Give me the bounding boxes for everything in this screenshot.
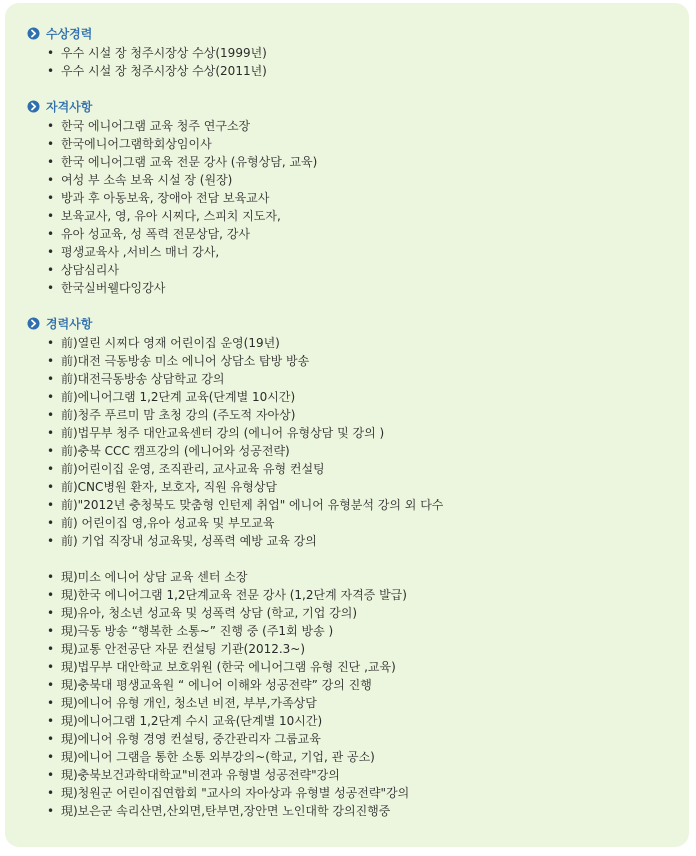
bullet: • — [47, 191, 55, 205]
bullet: • — [47, 408, 55, 422]
list-item-text: 방과 후 아동보육, 장애아 전담 보육교사 — [61, 191, 270, 205]
career-title: 경력사항 — [46, 316, 93, 331]
list-item — [27, 460, 679, 478]
bullet: • — [47, 768, 55, 782]
list-item — [27, 44, 679, 62]
list-item-text: 前)충북 CCC 캠프강의 (에니어와 성공전략) — [61, 444, 290, 458]
list-item — [27, 388, 679, 406]
list-item-text: 前)에니어그램 1,2단계 교육(단계별 10시간) — [61, 390, 296, 404]
career-present-list — [27, 568, 679, 820]
bullet: • — [47, 390, 55, 404]
list-item-text: 한국에니어그램학회상임이사 — [61, 137, 212, 151]
qualifications-title: 자격사항 — [46, 99, 93, 114]
bullet: • — [47, 624, 55, 638]
bullet: • — [47, 281, 55, 295]
list-item — [27, 586, 679, 604]
circle-arrow-right-icon — [27, 27, 40, 40]
list-item — [27, 352, 679, 370]
list-item-text: 우수 시설 장 청주시장상 수상(1999년) — [61, 46, 267, 60]
list-item — [27, 478, 679, 496]
list-item — [27, 766, 679, 784]
awards-header — [27, 24, 679, 42]
list-item-text: 現)교통 안전공단 자문 컨설팅 기관(2012.3~) — [61, 642, 306, 656]
list-item — [27, 171, 679, 189]
bullet: • — [47, 804, 55, 818]
list-item-text: 우수 시설 장 청주시장상 수상(2011년) — [61, 64, 267, 78]
list-item — [27, 622, 679, 640]
list-item-text: 한국 에니어그램 교육 청주 연구소장 — [61, 119, 251, 133]
list-item-text: 前)열린 시찌다 영재 어린이집 운영(19년) — [61, 336, 280, 350]
bullet: • — [47, 642, 55, 656]
bullet: • — [47, 462, 55, 476]
list-item-text: 평생교육사 ,서비스 매너 강사, — [61, 245, 220, 259]
bullet: • — [47, 227, 55, 241]
bullet: • — [47, 245, 55, 259]
bullet: • — [47, 209, 55, 223]
bullet: • — [47, 570, 55, 584]
bullet: • — [47, 534, 55, 548]
list-item — [27, 730, 679, 748]
list-item — [27, 676, 679, 694]
list-item-text: 前)대전 극동방송 미소 에니어 상담소 탐방 방송 — [61, 354, 310, 368]
list-item-text: 前)"2012년 충청북도 맞춤형 인턴제 취업" 에니어 유형분석 강의 외 다수 — [61, 498, 444, 512]
list-item — [27, 243, 679, 261]
list-item — [27, 261, 679, 279]
content-panel — [5, 3, 689, 847]
list-item-text: 前)대전극동방송 상담학교 강의 — [61, 372, 225, 386]
list-item-text: 前) 기업 직장내 성교육및, 성폭력 예방 교육 강의 — [61, 534, 317, 548]
list-item-text: 現)충북보건과학대학교"비젼과 유형별 성공전략"강의 — [61, 768, 340, 782]
list-item — [27, 62, 679, 80]
list-item-text: 現)극동 방송 “행복한 소통~” 진행 중 (주1회 방송 ) — [61, 624, 334, 638]
bullet: • — [47, 119, 55, 133]
bullet: • — [47, 588, 55, 602]
awards-title: 수상경력 — [46, 26, 93, 41]
circle-arrow-right-icon — [27, 317, 40, 330]
list-item — [27, 189, 679, 207]
list-item — [27, 514, 679, 532]
list-item-text: 유아 성교육, 성 폭력 전문상담, 강사 — [61, 227, 250, 241]
list-item-text: 한국실버웰다잉강사 — [61, 281, 166, 295]
list-item — [27, 532, 679, 550]
bullet: • — [47, 516, 55, 530]
bullet: • — [47, 714, 55, 728]
list-item — [27, 279, 679, 297]
list-item — [27, 424, 679, 442]
list-item-text: 現)에니어 유형 개인, 청소년 비젼, 부부,가족상담 — [61, 696, 317, 710]
career-section — [27, 314, 679, 820]
list-item-text: 現)법무부 대안학교 보호위원 (한국 에니어그램 유형 진단 ,교육) — [61, 660, 396, 674]
list-gap — [27, 550, 679, 568]
list-item-text: 現)청원군 어린이집연합회 "교사의 자아상과 유형별 성공전략"강의 — [61, 786, 410, 800]
qualifications-section — [27, 97, 679, 297]
list-item-text: 前)CNC병원 환자, 보호자, 직원 유형상담 — [61, 480, 277, 494]
list-item — [27, 153, 679, 171]
list-item — [27, 640, 679, 658]
qualifications-list — [27, 117, 679, 297]
list-item — [27, 406, 679, 424]
list-item-text: 現)보은군 속리산면,산외면,탄부면,장안면 노인대학 강의진행중 — [61, 804, 391, 818]
list-item — [27, 784, 679, 802]
bullet: • — [47, 660, 55, 674]
qualifications-header — [27, 97, 679, 115]
bullet: • — [47, 426, 55, 440]
bullet: • — [47, 498, 55, 512]
bullet: • — [47, 786, 55, 800]
list-item — [27, 604, 679, 622]
list-item-text: 現)미소 에니어 상담 교육 센터 소장 — [61, 570, 248, 584]
bullet: • — [47, 336, 55, 350]
list-item — [27, 712, 679, 730]
list-item-text: 前)어린이집 운영, 조직관리, 교사교육 유형 컨설팅 — [61, 462, 325, 476]
list-item — [27, 748, 679, 766]
list-item — [27, 334, 679, 352]
list-item — [27, 442, 679, 460]
bullet: • — [47, 444, 55, 458]
bullet: • — [47, 354, 55, 368]
list-item-text: 한국 에니어그램 교육 전문 강사 (유형상담, 교육) — [61, 155, 318, 169]
circle-arrow-right-icon — [27, 100, 40, 113]
list-item — [27, 658, 679, 676]
bullet: • — [47, 480, 55, 494]
list-item-text: 보육교사, 영, 유아 시찌다, 스피치 지도자, — [61, 209, 281, 223]
list-item — [27, 568, 679, 586]
list-item — [27, 496, 679, 514]
bullet: • — [47, 46, 55, 60]
list-item-text: 前)청주 푸르미 맘 초청 강의 (주도적 자아상) — [61, 408, 296, 422]
list-item-text: 現)한국 에니어그램 1,2단계교육 전문 강사 (1,2단계 자격증 발급) — [61, 588, 407, 602]
bullet: • — [47, 372, 55, 386]
career-past-list — [27, 334, 679, 550]
list-item-text: 現)충북대 평생교육원 “ 에니어 이해와 성공전략” 강의 진행 — [61, 678, 372, 692]
list-item-text: 여성 부 소속 보육 시설 장 (원장) — [61, 173, 233, 187]
bullet: • — [47, 155, 55, 169]
bullet: • — [47, 137, 55, 151]
bullet: • — [47, 696, 55, 710]
list-item — [27, 225, 679, 243]
list-item — [27, 694, 679, 712]
bullet: • — [47, 732, 55, 746]
list-item-text: 現)유아, 청소년 성교육 및 성폭력 상담 (학교, 기업 강의) — [61, 606, 358, 620]
career-header — [27, 314, 679, 332]
bullet: • — [47, 64, 55, 78]
list-item — [27, 802, 679, 820]
list-item — [27, 370, 679, 388]
list-item-text: 前) 어린이집 영,유아 성교육 및 부모교육 — [61, 516, 275, 530]
awards-list — [27, 44, 679, 80]
list-item — [27, 117, 679, 135]
bullet: • — [47, 678, 55, 692]
list-item-text: 상담심리사 — [61, 263, 119, 277]
awards-section — [27, 24, 679, 80]
list-item-text: 現)에니어그램 1,2단계 수시 교육(단계별 10시간) — [61, 714, 323, 728]
list-item-text: 現)에니어 그램을 통한 소통 외부강의~(학교, 기업, 관 공소) — [61, 750, 375, 764]
list-item-text: 現)에니어 유형 경영 컨설팅, 중간관리자 그룹교육 — [61, 732, 321, 746]
bullet: • — [47, 606, 55, 620]
bullet: • — [47, 173, 55, 187]
bullet: • — [47, 263, 55, 277]
bullet: • — [47, 750, 55, 764]
list-item-text: 前)법무부 청주 대안교육센터 강의 (에니어 유형상담 및 강의 ) — [61, 426, 385, 440]
list-item — [27, 207, 679, 225]
list-item — [27, 135, 679, 153]
